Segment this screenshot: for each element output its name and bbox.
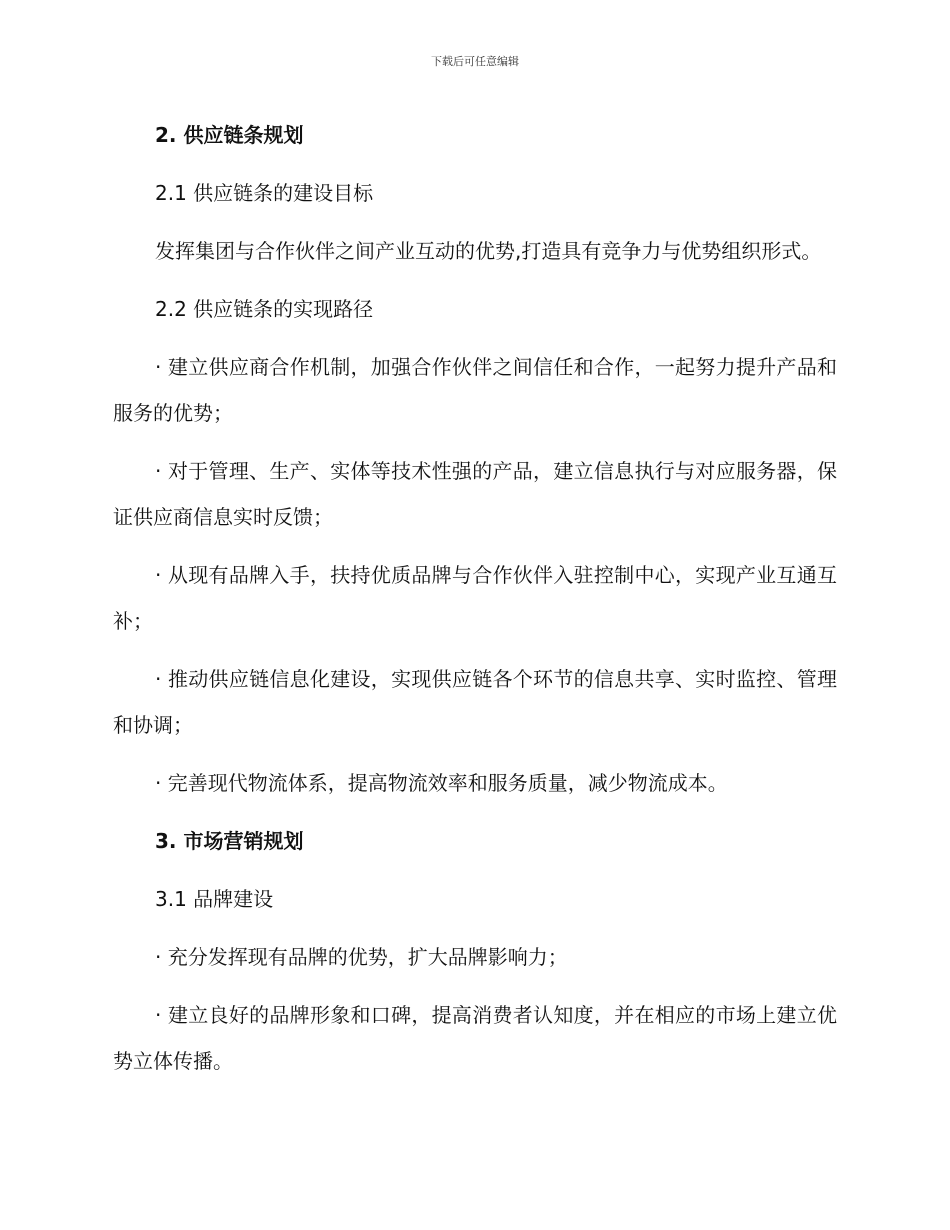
document-body (113, 112, 837, 1096)
subsection-heading-brand: 3.1 品牌建设 (155, 887, 274, 911)
list-item-supplier-cooperation: · 建立供应商合作机制，加强合作伙伴之间信任和合作，一起努力提升产品和服务的优势； (113, 355, 837, 425)
list-item-brand-influence: · 充分发挥现有品牌的优势，扩大品牌影响力； (155, 945, 568, 969)
section-heading-supply-chain: 2. 供应链条规划 (155, 123, 304, 147)
list-item-logistics: · 完善现代物流体系，提高物流效率和服务质量，减少物流成本。 (155, 771, 728, 795)
section-heading-marketing: 3. 市场营销规划 (155, 829, 304, 853)
list-item-informatization: · 推动供应链信息化建设，实现供应链各个环节的信息共享、实时监控、管理和协调； (113, 667, 837, 737)
page-header-note: 下载后可任意编辑 (431, 55, 519, 68)
subsection-heading-path: 2.2 供应链条的实现路径 (155, 297, 374, 321)
subsection-heading-goal: 2.1 供应链条的建设目标 (155, 181, 374, 205)
list-item-brand-support: · 从现有品牌入手，扶持优质品牌与合作伙伴入驻控制中心，实现产业互通互补； (113, 563, 837, 633)
list-item-brand-image: · 建立良好的品牌形象和口碑，提高消费者认知度，并在相应的市场上建立优势立体传播。 (113, 1003, 837, 1073)
list-item-information-server: · 对于管理、生产、实体等技术性强的产品，建立信息执行与对应服务器，保证供应商信息实时反馈； (113, 459, 837, 529)
paragraph-goal: 发挥集团与合作伙伴之间产业互动的优势,打造具有竞争力与优势组织形式。 (155, 239, 822, 263)
